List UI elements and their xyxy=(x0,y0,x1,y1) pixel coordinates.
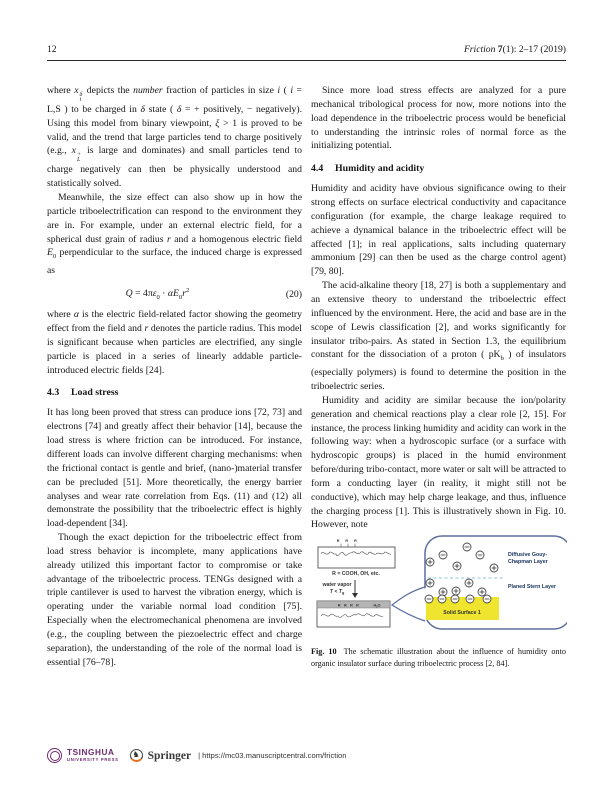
figure-10-graphic xyxy=(311,535,567,639)
journal-reference xyxy=(464,44,566,55)
figure-caption xyxy=(311,646,566,669)
r-groups-top-label: R R R xyxy=(336,539,360,544)
journal-name: Friction xyxy=(463,44,498,55)
equation-body: $Q = 4\pi\varepsilon_0 \cdot \alpha E_0r^2$ xyxy=(125,287,190,302)
polymer-surface-top xyxy=(318,547,395,568)
header-rule xyxy=(47,60,566,61)
paragraph-humidity-2: Humidity and acidity are similar because the ion/polarity generation and chemical reactions play a clear role [2, 15]. For instance, the process linking humidity and acidity can work in the following way: when a hydroscopic surface (or a surface with hydroscopic groups) is placed in the humid environment before/during tribo-contact, more water or salt will be attracted to form a conducting layer (in reality, it might still not be conductive), which may help charge leakage, and thus, influence the charging process [1]. This is illustratively shown in Fig. 10. However, note xyxy=(311,394,566,531)
page-number: 12 xyxy=(47,44,57,55)
journal-volume: 7 xyxy=(497,44,503,55)
plus-charge-icon xyxy=(426,558,434,566)
figure-10 xyxy=(311,535,567,639)
x-superscript-subscript: + L xyxy=(76,152,82,164)
figure-caption-tag: Fig. 10 xyxy=(311,647,337,657)
tsinghua-press-wordmark: TSINGHUA UNIVERSITY PRESS xyxy=(67,747,119,762)
plus-charge-icon xyxy=(478,588,486,596)
springer-wordmark: Springer xyxy=(147,749,192,762)
minus-charge-icon xyxy=(466,595,474,603)
x-superscript-subscript: δ i xyxy=(79,91,83,103)
equation-20 xyxy=(47,287,302,301)
temperature-label: T < Tg xyxy=(329,589,345,596)
plus-charge-icon xyxy=(465,579,473,587)
two-column-body xyxy=(47,84,566,669)
page-footer xyxy=(47,748,566,763)
water-vapor-label: water vapor xyxy=(322,582,352,589)
r-groups-bottom-label: R R R R xyxy=(337,603,361,608)
paragraph-load-stress-1: It has long been proved that stress can produce ions [72, 73] and electrons [74] and greatly affect their behavior [14], because the load stress is where friction can be introduced. For instance, different loads can involve different charging mechanisms: when the frictional contact is gentle and brief, (nano-)material transfer can be precluded [51]. More theoretically, the energy barrier analyses and wear rate correlation from Eqs. (11) and (12) all demonstrate the possibility that the triboelectric effect is highly load-dependent [34]. xyxy=(47,407,302,530)
tsinghua-logo-icon xyxy=(47,748,62,763)
minus-charge-icon xyxy=(476,551,484,559)
journal-issue-pages: (1): 2–17 (2019) xyxy=(502,44,566,55)
paragraph-size-environment: Meanwhile, the size effect can also show up in how the particle triboelectrification can respond to the environment they are in. For example, under an external electric field, for a spherical dust grain of radius r and a homogenous electric field $E_0$ perpendicular to the surface, the induced charge is expressed as xyxy=(47,192,302,277)
plus-charge-icon xyxy=(426,579,434,587)
section-heading-4-4: 4.4 Humidity and acidity xyxy=(311,163,425,175)
plus-charge-icon xyxy=(452,587,460,595)
minus-charge-icon xyxy=(425,595,433,603)
equation-number: (20) xyxy=(285,288,302,300)
figure-caption-text: The schematic illustration about the influence of humidity onto organic insulator surface during triboelectric process [2, 84]. xyxy=(311,647,566,668)
paragraph-acid-alkaline: The acid-alkaline theory [18, 27] is both a supplementary and an extensive theory to understand the triboelectric effect influenced by the environment. Here, the acid and base are in the scope of Lewis classification [2], and works significantly for insulator tribo-pairs. As stated in Section 1.3, the equilibrium constant for the dissociation of a proton ( $pK_b$ ) of insulators (especially polymers) is found to determine the position in the triboelectric series. xyxy=(311,280,566,392)
paragraph-load-stress-2: Though the exact depiction for the triboelectric effect from load stress behavior is incomplete, many applications have already utilized this important factor to compromise or take advantage of the triboelectric process. TENGs designed with a triple cantilever is used to harvest the vibration energy, which is operating under the variable normal load condition [75]. Especially when the electromechanical phenomena are involved (e.g., the coupling between the piezoelectric effect and charge separation), the understanding of the role of the normal load is essential [76–78]. xyxy=(47,532,302,668)
minus-charge-icon xyxy=(439,551,447,559)
stern-layer-label: Planed Stern Layer xyxy=(508,584,556,591)
diffusive-layer-label-line1: Diffusive Gouy- xyxy=(508,552,548,559)
paragraph-humidity-1: Humidity and acidity have obvious significance owing to their strong effects on surface electrical conductivity and capacitance configuration (for example, the charge leakage required to achieve a dynamical balance in the triboelectric effect will be affected [1]; in real applications, salts including quaternary ammonium [29] can then be used as the charge control agent) [79, 80]. xyxy=(311,183,566,278)
right-column xyxy=(311,84,566,669)
plus-charge-icon xyxy=(490,564,498,572)
minus-charge-icon xyxy=(463,543,471,551)
minus-charge-icon xyxy=(438,595,446,603)
knight-icon: ♞ xyxy=(132,750,140,759)
paragraph-size-model: where x δ i depicts the number fraction of particles in size i ( i = L,S ) to be charged in δ state ( δ = + positively, − negatively). Using this model from binary viewpoint, ξ > 1 is proved to be valid, and the trend that large particles tend to charge positively (e.g., x + L is large and dominates) and small particles tend to charge negatively can then be physically understood and statistically solved. xyxy=(47,85,303,190)
solid-surface-label: Solid Surface 1 xyxy=(443,610,481,617)
footer-url: | https://mc03.manuscriptcentral.com/friction xyxy=(198,751,347,760)
page-header xyxy=(47,44,566,55)
h2o-label: $H_2O$ xyxy=(373,603,381,609)
minus-charge-icon xyxy=(483,595,491,603)
paragraph-load-stress-3: Since more load stress effects are analyzed for a pure mechanical tribological process for now, more notions into the load dependence in the triboelectric process would be beneficial to understanding the intrinsic roles of normal force as the initializing potential. xyxy=(311,85,566,152)
plus-charge-icon xyxy=(453,562,461,570)
minus-charge-icon xyxy=(451,595,459,603)
section-heading-4-3: 4.3 Load stress xyxy=(47,387,119,399)
springer-logo-icon xyxy=(130,749,143,762)
diffusive-layer-label-line2: Chapman Layer xyxy=(508,559,548,566)
left-column xyxy=(47,84,302,669)
paragraph-alpha-factor: where α is the electric field-related factor showing the geometry effect from the field and r denotes the particle radius. This model is significant because when particles are electrified, any single particle is placed in a series of linearly addable particle-introduced electric fields [24]. xyxy=(47,309,302,376)
r-definition-label: R = COOH, OH, etc. xyxy=(332,571,380,578)
arrow-down-icon xyxy=(352,580,358,598)
